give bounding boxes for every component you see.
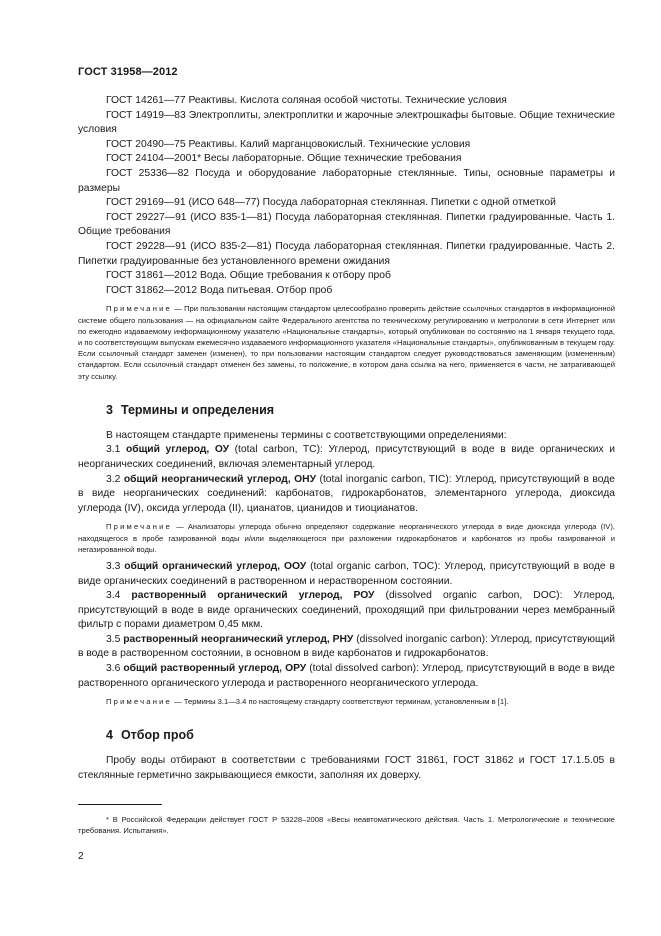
term-text: (dissolved organic carbon, DOC): Углерод, присутствующий в воде в виде органических соединений, проходящий при фильтровании через мембранный фильтр с порами диаметром 0,45 мкм. [78,590,615,631]
note-label: Примечание [106,522,172,532]
term-name: общий растворенный углерод, ОРУ [123,663,307,675]
term-number: 3.1 [106,444,121,456]
term-text: (total organic carbon, TOC): Углерод, присутствующий в воде в виде органических соединений в растворенном и нерастворенном состоянии. [78,560,615,587]
section-heading-terms [78,402,615,418]
note-analyzers [78,521,615,555]
note-label: Примечание [106,304,172,314]
footnote: * В Российской Федерации действует ГОСТ Р 53228–2008 «Весы неавтоматического действия. Часть 1. Метрологические и технические требования. Испытания». [78,815,615,836]
footnote-divider [78,804,162,805]
section-heading-sampling [78,727,615,743]
section-number: 3 [106,402,113,417]
term-number: 3.5 [106,633,121,645]
section-title: Отбор проб [120,728,194,743]
term-number: 3.6 [106,663,121,675]
term-name: общий углерод, ОУ [125,444,230,456]
note-text: — При пользовании настоящим стандартом целесообразно проверить действие ссылочных стандартов в информационной системе общего пользования — на официальном сайте Федерального агентства по техническому регулированию и метрологии в сети Интернет или по ежегодно издаваемому информационному указателю «Национальные стандарты», который опубликован по состоянию на 1 января текущего года, и по соответствующим выпускам ежемесячно издаваемого информационного указателя «Национальные стандарты», опубликованным в текущем году. Если ссылочный стандарт заменен (изменен), то при пользовании настоящим стандартом следует руководствоваться заменяющим (измененным) стандартом. Если ссылочный стандарт отменен без замены, то положение, в котором дана ссылка на него, применяется в части, не затрагивающей эту ссылку. [78,304,615,381]
term-number: 3.4 [106,590,121,602]
reference-item: ГОСТ 20490—75 Реактивы. Калий марганцовокислый. Технические условия [106,138,471,150]
reference-item: ГОСТ 25336—82 Посуда и оборудование лабораторные стеклянные. Типы, основные параметры и размеры [78,167,615,194]
note-text: — Термины 3.1—3.4 по настоящему стандарту соответствуют терминам, установленным в [1]. [171,697,509,707]
page-content [78,94,615,784]
term-name: растворенный неорганический углерод, РНУ [123,633,354,645]
reference-item: ГОСТ 29169—91 (ИСО 648—77) Посуда лабораторная стеклянная. Пипетки с одной отметкой [106,197,556,209]
sampling-text: Пробу воды отбирают в соответствии с требованиями ГОСТ 31861, ГОСТ 31862 и ГОСТ 17.1.5.05 в стеклянные герметично закрывающиеся емкости, заполняя их доверху. [78,755,615,782]
reference-item: ГОСТ 14919—83 Электроплиты, электроплитки и жарочные электрошкафы бытовые. Общие технические условия [78,109,615,136]
reference-item: ГОСТ 31862—2012 Вода питьевая. Отбор проб [106,284,333,296]
section-title: Термины и определения [120,402,275,417]
reference-item: ГОСТ 24104—2001* Весы лабораторные. Общие технические требования [106,153,462,165]
term-text: (total carbon, TC): Углерод, присутствующий в воде в виде органических и неорганических соединений, включая элементарный углерод. [78,444,615,470]
reference-item: ГОСТ 31861—2012 Вода. Общие требования к отбору проб [106,270,391,282]
note-terms-correspondence [78,696,615,707]
term-definition [78,662,615,691]
note-references [78,303,615,381]
note-label: Примечание [106,697,172,707]
term-text: (dissolved inorganic carbon): Углерод, присутствующий в воде в растворенном состоянии, в основном в виде карбонатов и гидрокарбонатов. [78,633,615,660]
term-definition [78,473,615,517]
reference-item: ГОСТ 14261—77 Реактивы. Кислота соляная особой чистоты. Технические условия [106,95,507,106]
term-name: растворенный органический углерод, РОУ [131,590,375,602]
page-number: 2 [78,851,84,862]
term-definition [78,633,615,662]
term-number: 3.3 [106,560,121,572]
terms-intro: В настоящем стандарте применены термины с соответствующими определениями: [106,429,507,441]
reference-item: ГОСТ 29227—91 (ИСО 835-1—81) Посуда лабораторная стеклянная. Пипетки градуированные. Часть 1. Общие требования [78,211,615,238]
term-text: (total inorganic carbon, TIC): Углерод, присутствующий в воде в виде неорганических соединений: карбонатов, гидрокарбонатов, элементарного углерода, диоксида углерода (IV), оксида углерода (II), цианатов, цианидов и тиоцианатов. [78,473,615,514]
term-text: (total dissolved carbon): Углерод, присутствующий в воде в виде растворенного органического углерода и растворенного неорганического углерода. [78,663,615,689]
document-header: ГОСТ 31958—2012 [78,66,178,78]
term-definition [78,560,615,589]
term-number: 3.2 [106,473,121,485]
term-definition [78,443,615,472]
note-text: — Анализаторы углерода обычно определяют содержание неорганического углерода в виде диоксида углерода (IV), находящегося в пробе газированной воды и/или выделяющегося при разложении гидрокарбонатов и карбонатов из пробы газированной и негазированной воды. [78,522,615,554]
term-name: общий неорганический углерод, ОНУ [123,473,317,485]
reference-item: ГОСТ 29228—91 (ИСО 835-2—81) Посуда лабораторная стеклянная. Пипетки градуированные. Часть 2. Пипетки градуированные без установленного времени ожидания [78,240,615,267]
section-number: 4 [106,728,113,743]
term-name: общий органический углерод, ООУ [124,560,307,572]
term-definition [78,589,615,633]
